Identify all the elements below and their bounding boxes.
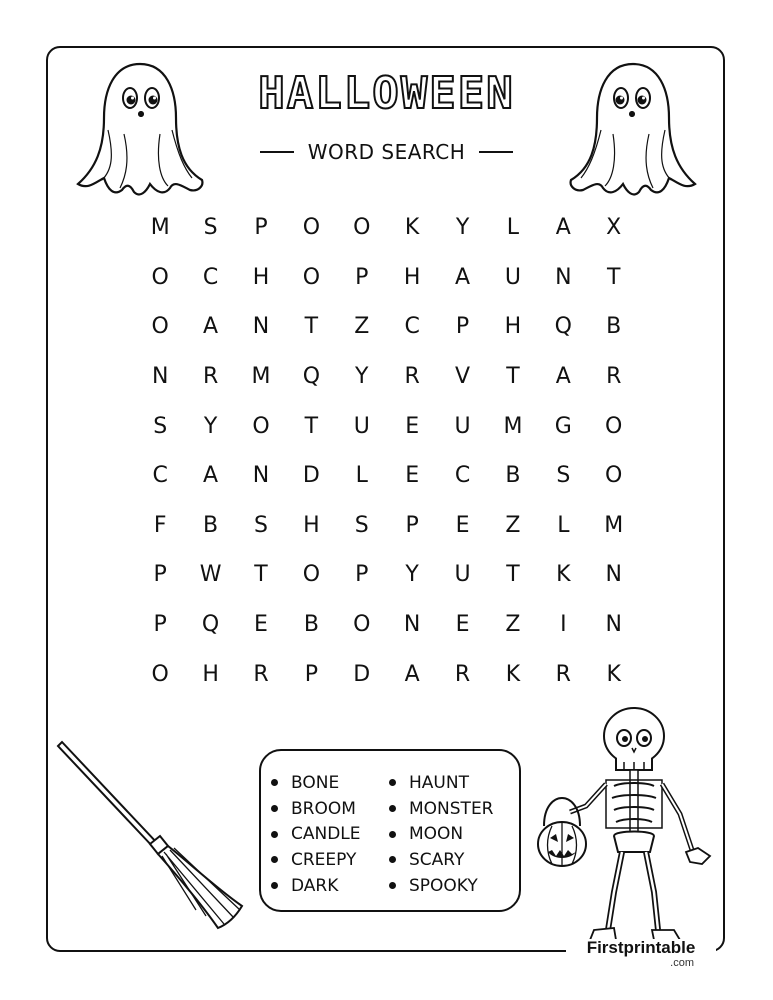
brand-domain: .com — [670, 957, 694, 969]
word-list-item — [389, 770, 494, 796]
grid-letter[interactable]: K — [606, 661, 621, 687]
grid-letter[interactable]: N — [403, 612, 421, 638]
grid-letter[interactable]: Z — [505, 512, 521, 538]
grid-letter[interactable]: B — [606, 314, 622, 340]
grid-letter[interactable]: O — [151, 264, 169, 290]
grid-letter[interactable]: A — [555, 215, 571, 241]
grid-letter[interactable]: U — [504, 264, 521, 290]
grid-letter[interactable]: T — [254, 562, 268, 588]
bullet-icon — [271, 882, 278, 889]
bullet-icon — [389, 779, 396, 786]
bullet-icon — [271, 856, 278, 863]
word-list-label: BROOM — [291, 798, 356, 819]
grid-letter[interactable]: T — [304, 314, 319, 340]
grid-row — [135, 501, 639, 551]
bullet-icon — [271, 805, 278, 812]
grid-letter[interactable]: S — [354, 512, 369, 538]
grid-letter[interactable]: Y — [203, 413, 218, 439]
word-list-item — [389, 796, 494, 822]
grid-letter[interactable]: E — [455, 612, 470, 638]
bullet-icon — [389, 805, 396, 812]
grid-letter[interactable]: P — [355, 264, 369, 290]
grid-letter[interactable]: B — [203, 512, 219, 538]
divider — [479, 151, 513, 153]
bullet-icon — [271, 831, 278, 838]
word-list-item — [271, 873, 361, 899]
grid-letter[interactable]: U — [454, 413, 471, 439]
page-title: HALLOWEEN — [258, 68, 515, 119]
grid-letter[interactable]: M — [503, 413, 523, 439]
word-list-item — [271, 796, 361, 822]
grid-letter[interactable]: E — [405, 413, 420, 439]
grid-letter[interactable]: K — [404, 215, 420, 241]
grid-letter[interactable]: R — [454, 661, 471, 687]
grid-letter[interactable]: T — [506, 364, 520, 390]
word-list-box — [259, 749, 521, 912]
grid-letter[interactable]: N — [151, 364, 169, 390]
grid-letter[interactable]: Q — [302, 364, 321, 390]
grid-letter[interactable]: Z — [354, 314, 370, 340]
grid-letter[interactable]: N — [605, 612, 622, 638]
grid-letter[interactable]: C — [404, 314, 420, 340]
grid-letter[interactable]: R — [404, 364, 420, 390]
grid-letter[interactable]: U — [454, 562, 471, 588]
word-list-item — [389, 847, 494, 873]
word-list-item — [389, 821, 494, 847]
subtitle-row — [0, 140, 773, 164]
grid-letter[interactable]: O — [605, 413, 623, 439]
grid-letter[interactable]: K — [505, 661, 521, 687]
grid-letter[interactable]: O — [302, 264, 321, 290]
grid-letter[interactable]: Q — [201, 612, 220, 638]
bullet-icon — [389, 831, 396, 838]
grid-row — [135, 401, 639, 451]
grid-letter[interactable]: O — [302, 562, 321, 588]
grid-letter[interactable]: E — [455, 512, 470, 538]
grid-letter[interactable]: N — [252, 463, 270, 489]
grid-letter[interactable]: P — [254, 215, 268, 241]
grid-letter[interactable]: K — [556, 562, 571, 588]
grid-letter[interactable]: B — [505, 463, 521, 489]
word-list-item — [271, 847, 361, 873]
word-list-column — [271, 770, 361, 898]
grid-letter[interactable]: O — [151, 661, 169, 687]
brand-name: Firstprintable — [586, 938, 696, 957]
grid-letter[interactable]: N — [555, 264, 572, 290]
grid-letter[interactable]: O — [302, 215, 321, 241]
grid-letter[interactable]: R — [555, 661, 571, 687]
grid-letter[interactable]: N — [605, 562, 622, 588]
grid-letter[interactable]: S — [556, 463, 571, 489]
grid-letter[interactable]: Y — [355, 364, 369, 390]
word-list-item — [271, 770, 361, 796]
broom-icon — [56, 740, 251, 932]
grid-letter[interactable]: B — [303, 612, 319, 638]
grid-letter[interactable]: Y — [455, 215, 470, 241]
brand-footer — [566, 939, 716, 969]
grid-letter[interactable]: H — [202, 661, 219, 687]
grid-letter[interactable]: O — [252, 413, 270, 439]
word-list-label: MOON — [409, 824, 464, 845]
word-list-label: SPOOKY — [409, 875, 478, 896]
grid-letter[interactable]: O — [353, 612, 371, 638]
grid-letter[interactable]: P — [405, 512, 419, 538]
grid-letter[interactable]: N — [252, 314, 270, 340]
grid-letter[interactable]: C — [454, 463, 471, 489]
grid-letter[interactable]: T — [606, 264, 621, 290]
grid-letter[interactable]: P — [355, 562, 369, 588]
grid-letter[interactable]: H — [252, 264, 270, 290]
grid-letter[interactable]: D — [302, 463, 320, 489]
grid-letter[interactable]: E — [254, 612, 268, 638]
grid-row — [135, 550, 639, 600]
grid-letter[interactable]: C — [202, 264, 219, 290]
grid-letter[interactable]: I — [560, 612, 567, 638]
grid-letter[interactable]: T — [506, 562, 520, 588]
grid-row — [135, 302, 639, 352]
grid-row — [135, 352, 639, 402]
grid-letter[interactable]: M — [604, 512, 624, 538]
grid-letter[interactable]: T — [304, 413, 319, 439]
grid-letter[interactable]: A — [203, 463, 219, 489]
word-list-label: CANDLE — [291, 824, 361, 845]
grid-letter[interactable]: A — [203, 314, 219, 340]
grid-row — [135, 253, 639, 303]
grid-letter[interactable]: D — [353, 661, 371, 687]
grid-letter[interactable]: V — [455, 364, 471, 390]
grid-letter[interactable]: L — [557, 512, 570, 538]
word-list-item — [271, 821, 361, 847]
grid-letter[interactable]: Z — [505, 612, 521, 638]
word-list-label: CREEPY — [291, 849, 357, 870]
divider — [260, 151, 294, 153]
grid-letter[interactable]: E — [405, 463, 420, 489]
grid-letter[interactable]: A — [555, 364, 571, 390]
grid-letter[interactable]: P — [153, 612, 167, 638]
grid-letter[interactable]: O — [353, 215, 371, 241]
grid-row — [135, 203, 639, 253]
grid-letter[interactable]: O — [605, 463, 623, 489]
grid-letter[interactable]: S — [153, 413, 168, 439]
grid-row — [135, 649, 639, 699]
grid-letter[interactable]: O — [151, 314, 169, 340]
grid-letter[interactable]: W — [199, 562, 222, 588]
grid-letter[interactable]: M — [150, 215, 170, 241]
bullet-icon — [389, 882, 396, 889]
grid-letter[interactable]: G — [554, 413, 572, 439]
skeleton-with-pumpkin-basket-icon — [534, 702, 716, 948]
word-list-column — [389, 770, 494, 898]
page-subtitle: WORD SEARCH — [307, 140, 466, 164]
grid-row — [135, 451, 639, 501]
word-list-label: SCARY — [409, 849, 465, 870]
grid-letter[interactable]: P — [153, 562, 167, 588]
grid-letter[interactable]: P — [304, 661, 318, 687]
grid-letter[interactable]: M — [251, 364, 271, 390]
grid-letter[interactable]: H — [303, 512, 320, 538]
word-list-label: HAUNT — [409, 772, 469, 793]
grid-letter[interactable]: C — [152, 463, 168, 489]
grid-letter[interactable]: L — [355, 463, 368, 489]
letter-grid — [135, 203, 639, 699]
grid-letter[interactable]: A — [455, 264, 471, 290]
bullet-icon — [389, 856, 396, 863]
grid-letter[interactable]: H — [504, 314, 522, 340]
word-list-label: MONSTER — [409, 798, 494, 819]
grid-letter[interactable]: L — [506, 215, 520, 241]
grid-letter[interactable]: R — [202, 364, 219, 390]
bullet-icon — [271, 779, 278, 786]
grid-letter[interactable]: S — [253, 512, 268, 538]
grid-letter[interactable]: Y — [405, 562, 419, 588]
grid-letter[interactable]: Q — [554, 314, 572, 340]
grid-letter[interactable]: F — [153, 512, 167, 538]
grid-letter[interactable]: H — [403, 264, 421, 290]
grid-letter[interactable]: U — [353, 413, 370, 439]
grid-row — [135, 600, 639, 650]
grid-letter[interactable]: A — [404, 661, 420, 687]
grid-letter[interactable]: R — [606, 364, 622, 390]
grid-letter[interactable]: P — [455, 314, 470, 340]
grid-letter[interactable]: R — [253, 661, 269, 687]
word-list-label: BONE — [291, 772, 340, 793]
word-list-label: DARK — [291, 875, 339, 896]
word-list-item — [389, 873, 494, 899]
grid-letter[interactable]: S — [203, 215, 218, 241]
grid-letter[interactable]: X — [606, 215, 622, 241]
